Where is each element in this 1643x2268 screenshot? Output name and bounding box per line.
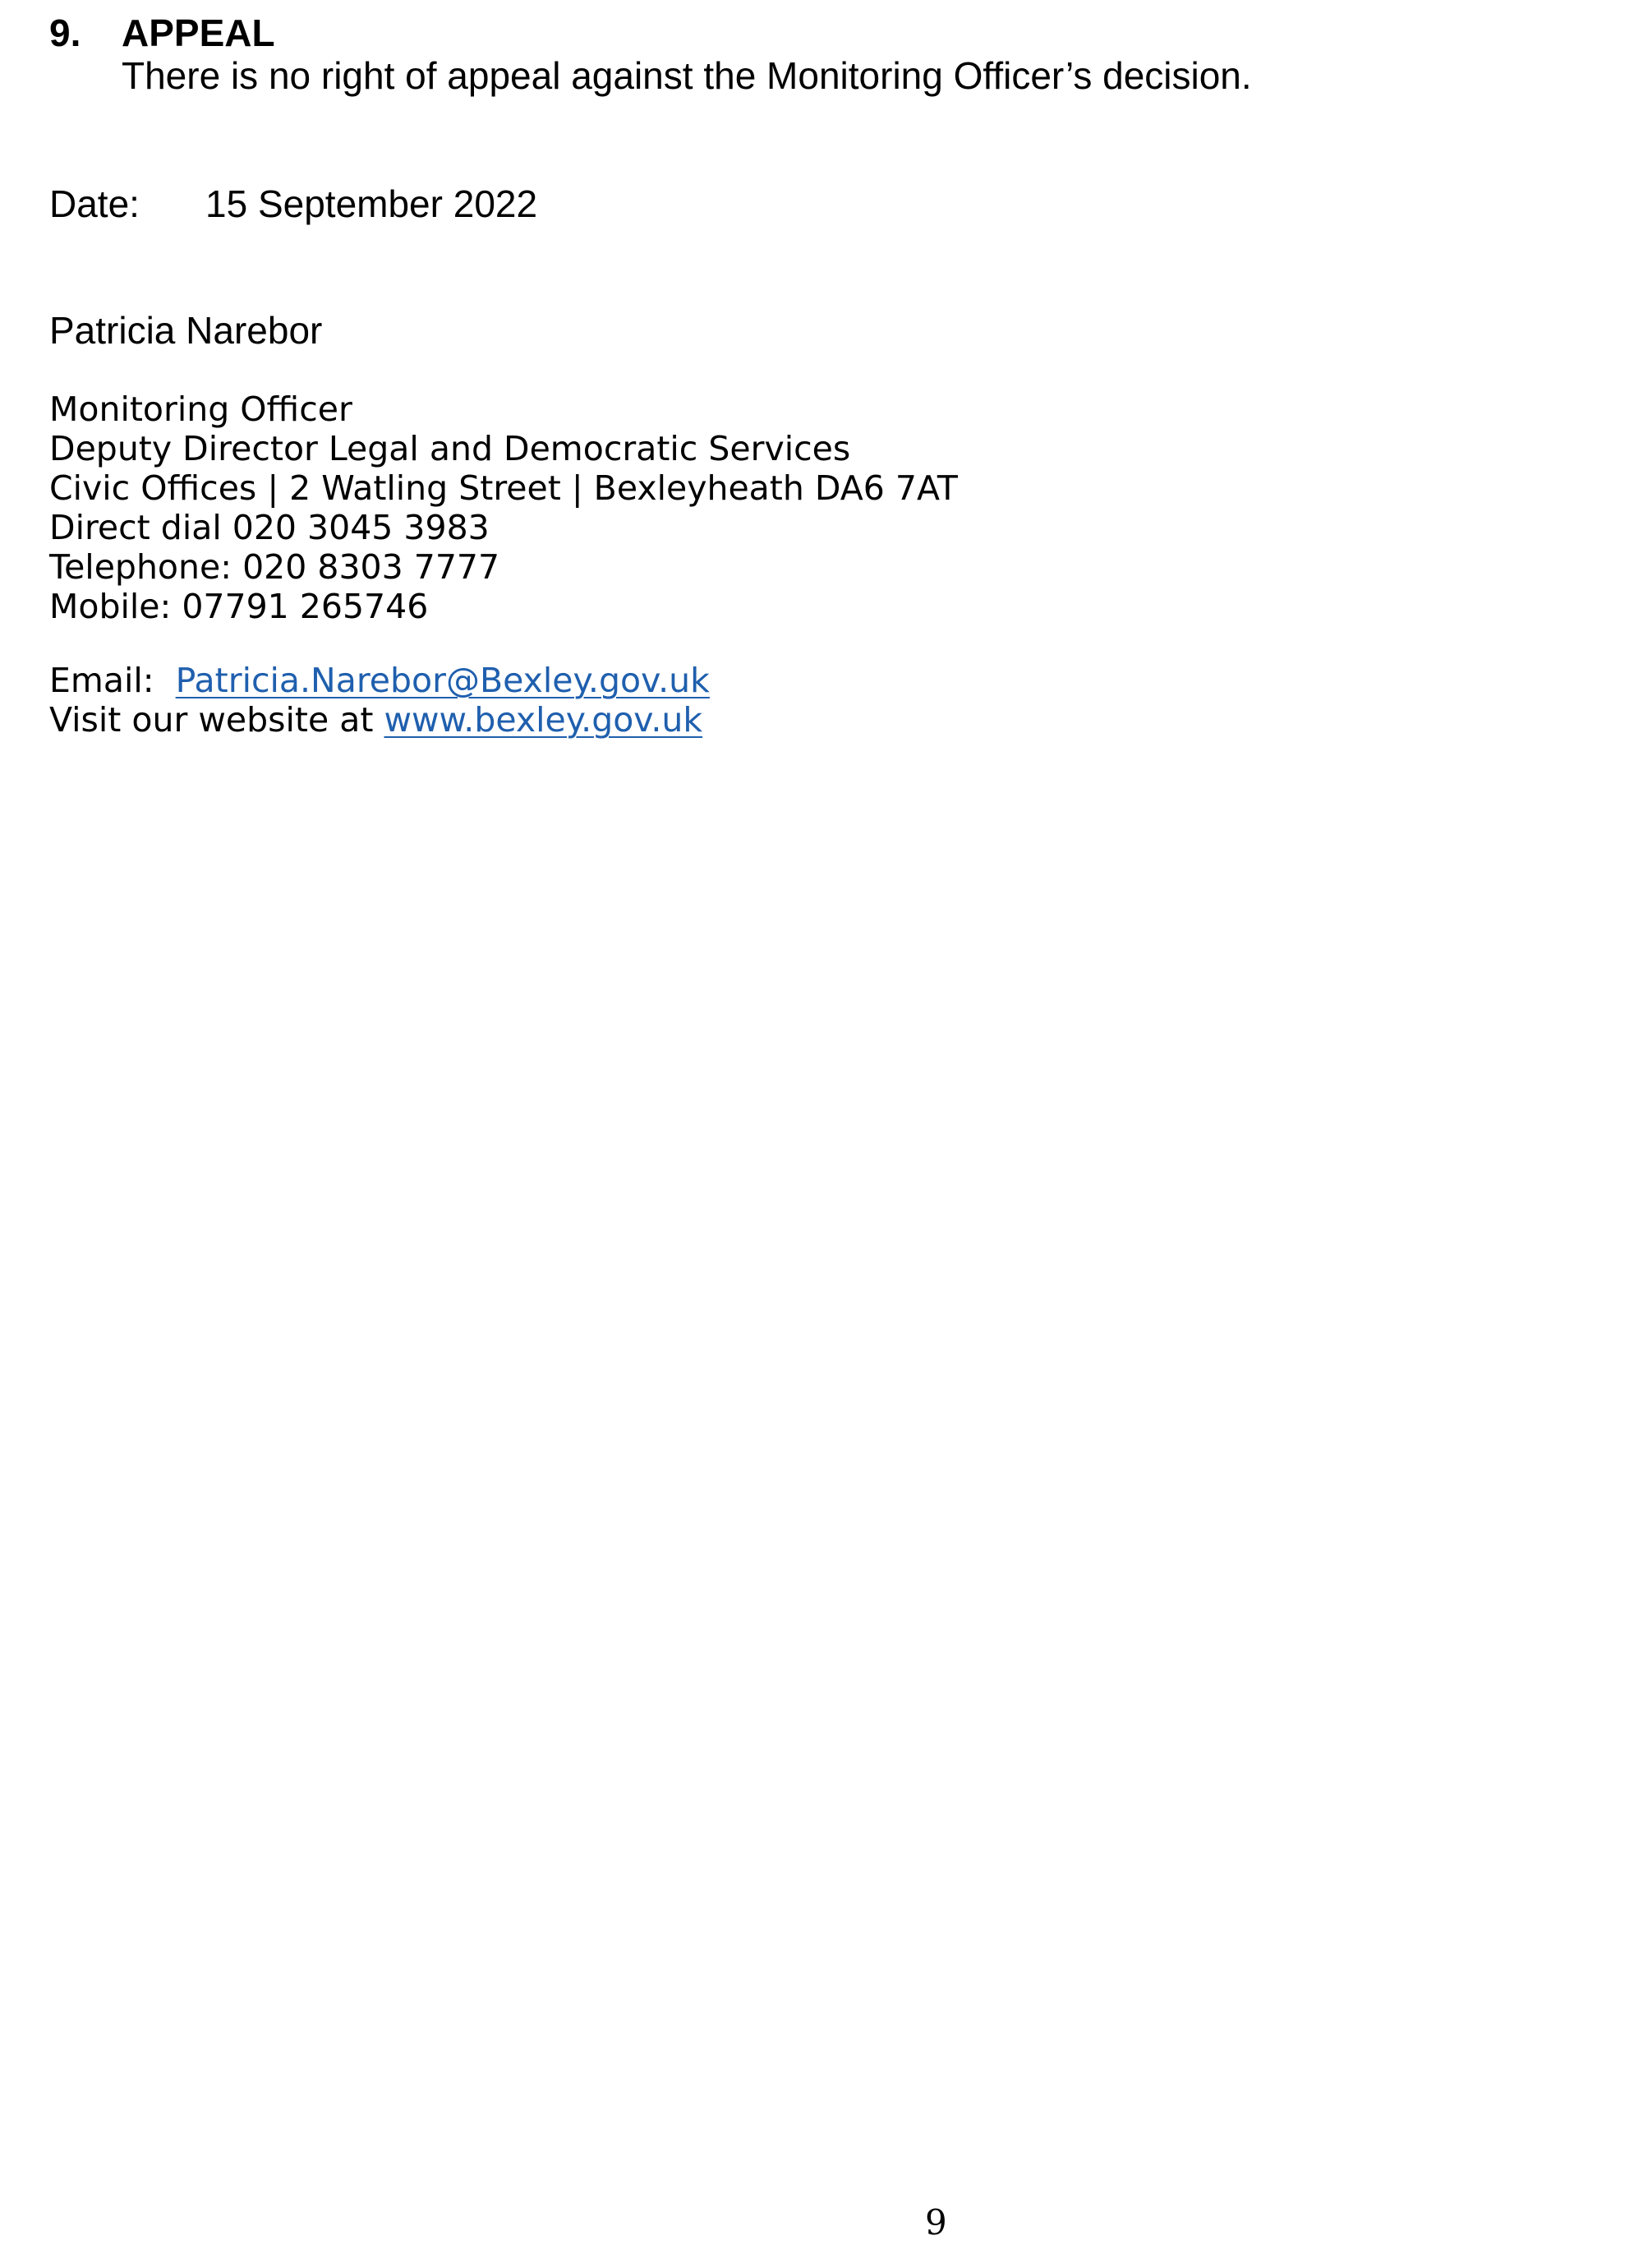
- contact-mobile: Mobile: 07791 265746: [49, 587, 429, 626]
- website-link[interactable]: www.bexley.gov.uk: [384, 700, 703, 740]
- contact-direct-dial: Direct dial 020 3045 3983: [49, 508, 490, 547]
- section-body-text: There is no right of appeal against the Monitoring Officer’s decision.: [122, 54, 1252, 97]
- section-number: 9.: [49, 12, 81, 54]
- date-label: Date:: [49, 182, 140, 225]
- contact-role: Monitoring Officer: [49, 390, 352, 429]
- contact-department: Deputy Director Legal and Democratic Services: [49, 429, 851, 468]
- section-heading: APPEAL: [122, 12, 275, 54]
- contact-spacer: [49, 626, 958, 661]
- website-line: [49, 700, 958, 740]
- email-line: [49, 661, 958, 700]
- email-link[interactable]: Patricia.Narebor@Bexley.gov.uk: [175, 661, 710, 700]
- signatory-name: Patricia Narebor: [49, 309, 323, 352]
- website-label: Visit our website at: [49, 700, 384, 740]
- contact-address: Civic Offices | 2 Watling Street | Bexleyheath DA6 7AT: [49, 468, 958, 508]
- email-label: Email:: [49, 661, 176, 700]
- contact-block: [49, 390, 958, 740]
- date-value: 15 September 2022: [205, 182, 538, 225]
- page-number: 9: [925, 2202, 947, 2243]
- contact-telephone: Telephone: 020 8303 7777: [49, 547, 500, 587]
